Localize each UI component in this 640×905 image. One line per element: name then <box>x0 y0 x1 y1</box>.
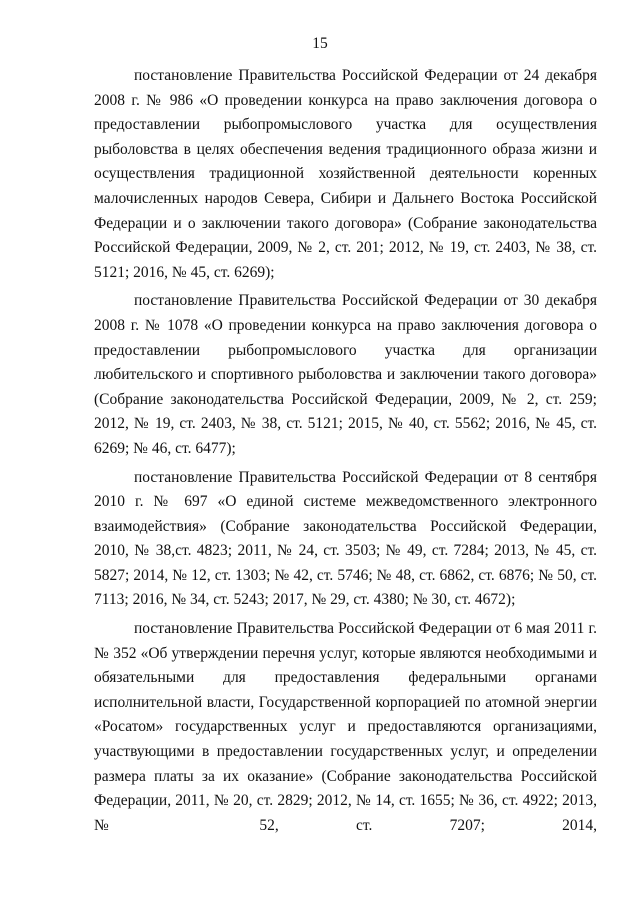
paragraph-resolution-1078: постановление Правительства Российской Федерации от 30 декабря 2008 г. № 1078 «О проведении конкурса на право заключения договора о предоставлении рыбопромыслового участка для организации любительского и спортивного рыболовства и заключении такого договора» (Собрание законодательства Российской Федерации, 2009, № 2, ст. 259; 2012, № 19, ст. 2403, № 38, ст. 5121; 2015, № 40, ст. 5562; 2016, № 45, ст. 6269; № 46, ст. 6477); <box>94 292 597 457</box>
paragraph-resolution-986: постановление Правительства Российской Федерации от 24 декабря 2008 г. № 986 «О проведении конкурса на право заключения договора о предоставлении рыбопромыслового участка для осуществления рыболовства в целях обеспечения ведения традиционного образа жизни и осуществления традиционной хозяйственной деятельности коренных малочисленных народов Севера, Сибири и Дальнего Востока Российской Федерации и о заключении такого договора» (Собрание законодательства Российской Федерации, 2009, № 2, ст. 201; 2012, № 19, ст. 2403, № 38, ст. 5121; 2016, № 45, ст. 6269); <box>94 67 597 281</box>
paragraph-resolution-697: постановление Правительства Российской Федерации от 8 сентября 2010 г. № 697 «О единой системе межведомственного электронного взаимодействия» (Собрание законодательства Российской Федерации, 2010, № 38,ст. 4823; 2011, № 24, ст. 3503; № 49, ст. 7284; 2013, № 45, ст. 5827; 2014, № 12, ст. 1303; № 42, ст. 5746; № 48, ст. 6862, ст. 6876; № 50, ст. 7113; 2016, № 34, ст. 5243; 2017, № 29, ст. 4380; № 30, ст. 4672); <box>94 468 597 609</box>
document-body <box>94 64 597 838</box>
page-number: 15 <box>312 35 328 52</box>
paragraph-resolution-352: постановление Правительства Российской Федерации от 6 мая 2011 г. № 352 «Об утверждении перечня услуг, которые являются необходимыми и обязательными для предоставления федеральными органами исполнительной власти, Государственной корпорацией по атомной энергии «Росатом» государственных услуг и предоставляются организациями, участвующими в предоставлении государственных услуг, и определении размера платы за их оказание» (Собрание законодательства Российской Федерации, 2011, № 20, ст. 2829; 2012, № 14, ст. 1655; № 36, ст. 4922; 2013, № 52, ст. 7207; 2014, <box>94 620 597 834</box>
